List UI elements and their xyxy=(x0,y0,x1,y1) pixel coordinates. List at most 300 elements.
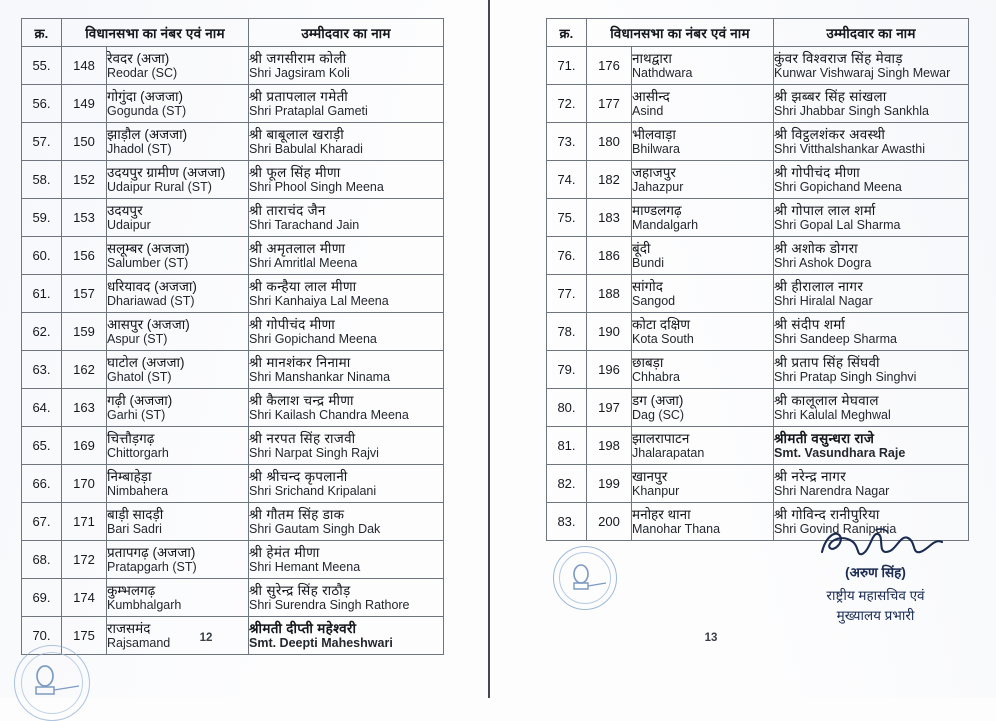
cell-serial-number xyxy=(22,123,62,161)
constituency-name-english: Garhi (ST) xyxy=(107,408,166,422)
constituency-number-text: 153 xyxy=(73,210,95,225)
cell-constituency-name xyxy=(632,47,774,85)
cell-candidate-name xyxy=(249,237,444,275)
candidate-name-english: Shri Gopichand Meena xyxy=(774,180,902,194)
constituency-name-hindi: खानपुर xyxy=(632,468,668,484)
candidate-name-english: Shri Srichand Kripalani xyxy=(249,484,377,498)
signatory-name: (अरुण सिंह) xyxy=(845,565,906,580)
candidate-name-hindi: श्री गोविन्द रानीपुरिया xyxy=(774,506,880,522)
constituency-number-text: 197 xyxy=(598,400,620,415)
cell-serial-number xyxy=(547,275,587,313)
candidate-name-hindi: कुंवर विश्वराज सिंह मेवाड़ xyxy=(774,50,903,66)
cell-constituency-number xyxy=(587,503,632,541)
serial-number-text: 62. xyxy=(32,324,51,339)
cell-constituency-name xyxy=(107,85,249,123)
constituency-name-hindi: घाटोल (अजजा) xyxy=(107,354,185,370)
table-row xyxy=(547,161,969,199)
serial-number-text: 72. xyxy=(557,96,576,111)
cell-constituency-number xyxy=(587,85,632,123)
cell-serial-number xyxy=(547,85,587,123)
candidate-table-right xyxy=(546,18,969,541)
cell-serial-number xyxy=(22,313,62,351)
table-row xyxy=(547,427,969,465)
handwritten-signature xyxy=(816,526,946,564)
constituency-name-hindi: नाथद्वारा xyxy=(632,50,672,66)
constituency-name-english: Bari Sadri xyxy=(107,522,162,536)
candidate-name-english: Shri Kalulal Meghwal xyxy=(774,408,891,422)
constituency-name-hindi: उदयपुर xyxy=(107,202,143,218)
cell-serial-number xyxy=(547,427,587,465)
cell-serial-number xyxy=(22,47,62,85)
constituency-number-text: 175 xyxy=(73,628,95,643)
table-row xyxy=(547,313,969,351)
signature-block xyxy=(768,530,983,625)
constituency-name-hindi: चित्तौड़गढ़ xyxy=(107,430,155,446)
candidate-name-english: Shri Hemant Meena xyxy=(249,560,361,574)
constituency-name-hindi: उदयपुर ग्रामीण (अजजा) xyxy=(107,164,226,180)
table-row xyxy=(547,351,969,389)
constituency-name-english: Chhabra xyxy=(632,370,680,384)
cell-serial-number xyxy=(22,465,62,503)
cell-candidate-name xyxy=(249,579,444,617)
candidate-name-hindi: श्री झब्बर सिंह सांखला xyxy=(774,88,887,104)
header-row xyxy=(22,19,444,47)
serial-number-text: 55. xyxy=(32,58,51,73)
cell-constituency-name xyxy=(632,123,774,161)
cell-candidate-name xyxy=(774,389,969,427)
cell-constituency-name xyxy=(107,313,249,351)
candidate-name-english: Shri Surendra Singh Rathore xyxy=(249,598,410,612)
cell-constituency-number xyxy=(62,275,107,313)
candidate-name-hindi: श्री हेमंत मीणा xyxy=(249,544,320,560)
constituency-name-hindi: गढ़ी (अजजा) xyxy=(107,392,173,408)
constituency-name-hindi: माण्डलगढ़ xyxy=(632,202,682,218)
cell-constituency-name xyxy=(107,579,249,617)
table-row xyxy=(22,579,444,617)
candidate-name-hindi: श्री ताराचंद जैन xyxy=(249,202,326,218)
constituency-name-hindi: जहाजपुर xyxy=(632,164,676,180)
table-row xyxy=(22,427,444,465)
constituency-name-english: Khanpur xyxy=(632,484,680,498)
signatory-title-line1: राष्ट्रीय महासचिव एवं xyxy=(826,588,925,603)
candidate-name-hindi: श्रीमती वसुन्धरा राजे xyxy=(774,430,875,446)
cell-constituency-number xyxy=(587,389,632,427)
candidate-name-english: Shri Amritlal Meena xyxy=(249,256,358,270)
candidate-name-english: Shri Kailash Chandra Meena xyxy=(249,408,409,422)
constituency-name-hindi: झाड़ौल (अजजा) xyxy=(107,126,188,142)
constituency-name-english: Mandalgarh xyxy=(632,218,699,232)
cell-serial-number xyxy=(22,503,62,541)
cell-serial-number xyxy=(547,123,587,161)
serial-number-text: 70. xyxy=(32,628,51,643)
cell-constituency-number xyxy=(62,123,107,161)
constituency-name-hindi: भीलवाड़ा xyxy=(632,126,676,142)
constituency-number-text: 163 xyxy=(73,400,95,415)
constituency-name-english: Bhilwara xyxy=(632,142,680,156)
constituency-number-text: 198 xyxy=(598,438,620,453)
table-row xyxy=(22,313,444,351)
cell-constituency-name xyxy=(107,351,249,389)
cell-constituency-name xyxy=(632,389,774,427)
candidate-name-hindi: श्री फूल सिंह मीणा xyxy=(249,164,341,180)
constituency-name-hindi: छाबड़ा xyxy=(632,354,664,370)
cell-serial-number xyxy=(547,313,587,351)
header-candidate: उम्मीदवार का नाम xyxy=(774,19,969,47)
table-row xyxy=(547,199,969,237)
cell-serial-number xyxy=(22,85,62,123)
cell-constituency-number xyxy=(62,465,107,503)
table-row xyxy=(547,275,969,313)
cell-constituency-name xyxy=(107,503,249,541)
constituency-number-text: 182 xyxy=(598,172,620,187)
candidate-name-english: Shri Gopichand Meena xyxy=(249,332,377,346)
cell-constituency-name xyxy=(107,427,249,465)
constituency-number-text: 199 xyxy=(598,476,620,491)
constituency-name-hindi: झालरापाटन xyxy=(632,430,690,446)
cell-candidate-name xyxy=(249,85,444,123)
table-row xyxy=(547,465,969,503)
table-row xyxy=(22,275,444,313)
cell-constituency-name xyxy=(632,503,774,541)
table-row xyxy=(22,389,444,427)
constituency-number-text: 150 xyxy=(73,134,95,149)
constituency-name-english: Salumber (ST) xyxy=(107,256,189,270)
cell-constituency-number xyxy=(587,351,632,389)
table-row xyxy=(22,85,444,123)
constituency-number-text: 171 xyxy=(73,514,95,529)
cell-serial-number xyxy=(22,427,62,465)
cell-constituency-number xyxy=(587,199,632,237)
candidate-name-hindi: श्री कन्हैया लाल मीणा xyxy=(249,278,357,294)
cell-candidate-name xyxy=(249,351,444,389)
cell-constituency-name xyxy=(632,161,774,199)
cell-constituency-name xyxy=(107,47,249,85)
cell-constituency-name xyxy=(632,313,774,351)
candidate-name-hindi: श्री नरपत सिंह राजवी xyxy=(249,430,356,446)
cell-candidate-name xyxy=(249,161,444,199)
constituency-name-english: Asind xyxy=(632,104,664,118)
cell-serial-number xyxy=(22,389,62,427)
candidate-name-english: Shri Hiralal Nagar xyxy=(774,294,873,308)
constituency-name-english: Kumbhalgarh xyxy=(107,598,182,612)
header-constituency: विधानसभा का नंबर एवं नाम xyxy=(62,19,249,47)
cell-serial-number xyxy=(22,541,62,579)
header-serial: क्र. xyxy=(22,19,62,47)
header-serial: क्र. xyxy=(547,19,587,47)
serial-number-text: 76. xyxy=(557,248,576,263)
cell-serial-number xyxy=(547,351,587,389)
cell-serial-number xyxy=(547,47,587,85)
constituency-number-text: 176 xyxy=(598,58,620,73)
cell-serial-number xyxy=(547,199,587,237)
constituency-name-english: Nimbahera xyxy=(107,484,169,498)
constituency-name-english: Sangod xyxy=(632,294,676,308)
candidate-name-english: Shri Jhabbar Singh Sankhla xyxy=(774,104,929,118)
cell-serial-number xyxy=(547,161,587,199)
constituency-name-english: Gogunda (ST) xyxy=(107,104,187,118)
constituency-name-english: Jahazpur xyxy=(632,180,684,194)
candidate-name-hindi: श्रीमती दीप्ती महेश्वरी xyxy=(249,620,357,636)
serial-number-text: 78. xyxy=(557,324,576,339)
candidate-name-hindi: श्री कालूलाल मेघवाल xyxy=(774,392,879,408)
candidate-name-english: Shri Vitthalshankar Awasthi xyxy=(774,142,926,156)
table-row xyxy=(22,503,444,541)
candidate-name-english: Shri Prataplal Gameti xyxy=(249,104,368,118)
constituency-number-text: 152 xyxy=(73,172,95,187)
constituency-name-hindi: रेवदर (अजा) xyxy=(107,50,170,66)
candidate-name-english: Smt. Vasundhara Raje xyxy=(774,446,906,460)
cell-constituency-number xyxy=(587,275,632,313)
cell-candidate-name xyxy=(249,427,444,465)
cell-serial-number xyxy=(22,351,62,389)
constituency-name-hindi: कोटा दक्षिण xyxy=(632,316,691,332)
cell-constituency-number xyxy=(62,237,107,275)
constituency-name-english: Udaipur Rural (ST) xyxy=(107,180,212,194)
candidate-name-hindi: श्री गोपीचंद मीणा xyxy=(249,316,336,332)
serial-number-text: 71. xyxy=(557,58,576,73)
signatory-title-line2: मुख्यालय प्रभारी xyxy=(836,607,915,623)
right-table-wrapper xyxy=(546,18,968,541)
cell-constituency-number xyxy=(62,503,107,541)
constituency-number-text: 149 xyxy=(73,96,95,111)
serial-number-text: 57. xyxy=(32,134,51,149)
cell-constituency-number xyxy=(62,161,107,199)
serial-number-text: 75. xyxy=(557,210,576,225)
constituency-name-english: Rajsamand xyxy=(107,636,171,650)
cell-serial-number xyxy=(547,503,587,541)
constituency-number-text: 170 xyxy=(73,476,95,491)
party-seal-stamp xyxy=(553,546,617,610)
table-header-right xyxy=(547,19,969,47)
constituency-name-hindi: डग (अजा) xyxy=(632,392,684,408)
serial-number-text: 79. xyxy=(557,362,576,377)
page-number-left: 12 xyxy=(199,632,213,644)
cell-constituency-number xyxy=(587,123,632,161)
constituency-number-text: 190 xyxy=(598,324,620,339)
constituency-name-hindi: सांगोद xyxy=(632,278,663,294)
serial-number-text: 81. xyxy=(557,438,576,453)
serial-number-text: 66. xyxy=(32,476,51,491)
constituency-name-english: Ghatol (ST) xyxy=(107,370,172,384)
cell-constituency-number xyxy=(62,427,107,465)
cell-constituency-name xyxy=(632,465,774,503)
serial-number-text: 67. xyxy=(32,514,51,529)
cell-constituency-number xyxy=(62,199,107,237)
constituency-number-text: 157 xyxy=(73,286,95,301)
candidate-name-english: Shri Gopal Lal Sharma xyxy=(774,218,901,232)
cell-constituency-number xyxy=(587,465,632,503)
candidate-name-english: Shri Kanhaiya Lal Meena xyxy=(249,294,389,308)
constituency-name-english: Jhadol (ST) xyxy=(107,142,172,156)
serial-number-text: 56. xyxy=(32,96,51,111)
serial-number-text: 58. xyxy=(32,172,51,187)
constituency-number-text: 188 xyxy=(598,286,620,301)
cell-constituency-number xyxy=(62,85,107,123)
constituency-name-english: Reodar (SC) xyxy=(107,66,178,80)
candidate-name-english: Shri Phool Singh Meena xyxy=(249,180,384,194)
serial-number-text: 64. xyxy=(32,400,51,415)
signatory-title xyxy=(768,586,983,625)
table-row xyxy=(22,237,444,275)
candidate-name-hindi: श्री सुरेन्द्र सिंह राठौड़ xyxy=(249,582,351,598)
candidate-name-hindi: श्री मानशंकर निनामा xyxy=(249,354,351,370)
constituency-name-hindi: सलूम्बर (अजजा) xyxy=(107,240,190,256)
constituency-number-text: 156 xyxy=(73,248,95,263)
candidate-name-hindi: श्री बाबूलाल खराड़ी xyxy=(249,126,345,142)
cell-constituency-name xyxy=(632,85,774,123)
candidate-name-hindi: श्री श्रीचन्द कृपलानी xyxy=(249,468,348,484)
constituency-number-text: 174 xyxy=(73,590,95,605)
candidate-name-hindi: श्री कैलाश चन्द्र मीणा xyxy=(249,392,354,408)
table-row xyxy=(547,123,969,161)
page-number-right: 13 xyxy=(704,632,718,644)
header-constituency: विधानसभा का नंबर एवं नाम xyxy=(587,19,774,47)
serial-number-text: 69. xyxy=(32,590,51,605)
cell-constituency-name xyxy=(107,237,249,275)
cell-candidate-name xyxy=(774,351,969,389)
cell-candidate-name xyxy=(249,313,444,351)
cell-constituency-name xyxy=(632,351,774,389)
cell-candidate-name xyxy=(774,85,969,123)
candidate-name-english: Shri Narpat Singh Rajvi xyxy=(249,446,379,460)
candidate-name-hindi: श्री संदीप शर्मा xyxy=(774,316,846,332)
table-body-left xyxy=(22,47,444,655)
constituency-name-english: Udaipur xyxy=(107,218,151,232)
candidate-name-english: Shri Gautam Singh Dak xyxy=(249,522,381,536)
cell-constituency-name xyxy=(632,237,774,275)
table-row xyxy=(22,541,444,579)
constituency-name-hindi: धरियावद (अजजा) xyxy=(107,278,197,294)
candidate-name-english: Smt. Deepti Maheshwari xyxy=(249,636,393,650)
constituency-name-hindi: गोगुंदा (अजजा) xyxy=(107,88,183,104)
serial-number-text: 80. xyxy=(557,400,576,415)
cell-constituency-name xyxy=(107,199,249,237)
cell-constituency-name xyxy=(107,275,249,313)
table-row xyxy=(22,199,444,237)
cell-constituency-name xyxy=(632,199,774,237)
cell-constituency-number xyxy=(62,47,107,85)
table-row xyxy=(547,47,969,85)
cell-serial-number xyxy=(22,199,62,237)
candidate-name-english: Shri Babulal Kharadi xyxy=(249,142,363,156)
candidate-name-hindi: श्री अशोक डोगरा xyxy=(774,240,858,256)
cell-candidate-name xyxy=(249,47,444,85)
table-row xyxy=(547,85,969,123)
constituency-name-english: Nathdwara xyxy=(632,66,693,80)
cell-constituency-name xyxy=(107,389,249,427)
cell-candidate-name xyxy=(249,503,444,541)
candidate-name-english: Shri Manshankar Ninama xyxy=(249,370,391,384)
table-row xyxy=(22,351,444,389)
cell-constituency-number xyxy=(62,389,107,427)
serial-number-text: 65. xyxy=(32,438,51,453)
serial-number-text: 61. xyxy=(32,286,51,301)
cell-serial-number xyxy=(547,389,587,427)
cell-candidate-name xyxy=(249,275,444,313)
constituency-name-english: Aspur (ST) xyxy=(107,332,168,346)
cell-constituency-number xyxy=(62,541,107,579)
candidate-name-english: Shri Ashok Dogra xyxy=(774,256,872,270)
constituency-number-text: 177 xyxy=(598,96,620,111)
seal-emblem-icon xyxy=(554,547,616,609)
cell-candidate-name xyxy=(774,161,969,199)
candidate-name-hindi: श्री विट्ठलशंकर अवस्थी xyxy=(774,126,886,142)
candidate-name-english: Shri Pratap Singh Singhvi xyxy=(774,370,917,384)
cell-candidate-name xyxy=(774,427,969,465)
table-body-right xyxy=(547,47,969,541)
constituency-number-text: 183 xyxy=(598,210,620,225)
constituency-name-english: Pratapgarh (ST) xyxy=(107,560,197,574)
table-row xyxy=(22,123,444,161)
serial-number-text: 74. xyxy=(557,172,576,187)
constituency-number-text: 159 xyxy=(73,324,95,339)
constituency-number-text: 200 xyxy=(598,514,620,529)
candidate-name-hindi: श्री गोपीचंद मीणा xyxy=(774,164,861,180)
cell-candidate-name xyxy=(774,123,969,161)
cell-serial-number xyxy=(22,161,62,199)
cell-constituency-number xyxy=(587,237,632,275)
cell-constituency-name xyxy=(107,541,249,579)
candidate-name-english: Kunwar Vishwaraj Singh Mewar xyxy=(774,66,951,80)
serial-number-text: 60. xyxy=(32,248,51,263)
candidate-name-hindi: श्री हीरालाल नागर xyxy=(774,278,864,294)
cell-constituency-name xyxy=(107,465,249,503)
constituency-number-text: 169 xyxy=(73,438,95,453)
cell-candidate-name xyxy=(774,199,969,237)
cell-serial-number xyxy=(22,579,62,617)
left-table-wrapper xyxy=(21,18,443,655)
cell-candidate-name xyxy=(249,199,444,237)
constituency-name-english: Dhariawad (ST) xyxy=(107,294,195,308)
constituency-name-hindi: कुम्भलगढ़ xyxy=(107,582,156,598)
cell-constituency-number xyxy=(587,313,632,351)
header-row xyxy=(547,19,969,47)
constituency-name-hindi: बूंदी xyxy=(632,240,651,256)
constituency-name-english: Kota South xyxy=(632,332,694,346)
serial-number-text: 59. xyxy=(32,210,51,225)
cell-candidate-name xyxy=(249,389,444,427)
constituency-number-text: 148 xyxy=(73,58,95,73)
candidate-name-hindi: श्री नरेन्द्र नागर xyxy=(774,468,847,484)
cell-serial-number xyxy=(547,465,587,503)
cell-candidate-name xyxy=(249,123,444,161)
candidate-table-left xyxy=(21,18,444,655)
cell-candidate-name xyxy=(774,465,969,503)
candidate-name-english: Shri Jagsiram Koli xyxy=(249,66,350,80)
table-header-left xyxy=(22,19,444,47)
constituency-name-hindi: निम्बाहेड़ा xyxy=(107,468,152,484)
candidate-name-hindi: श्री जगसीराम कोली xyxy=(249,50,347,66)
cell-constituency-name xyxy=(107,161,249,199)
table-row xyxy=(547,237,969,275)
serial-number-text: 82. xyxy=(557,476,576,491)
cell-candidate-name xyxy=(774,275,969,313)
candidate-name-hindi: श्री प्रताप सिंह सिंघवी xyxy=(774,354,880,370)
constituency-name-hindi: प्रतापगढ़ (अजजा) xyxy=(107,544,196,560)
cell-candidate-name xyxy=(249,541,444,579)
cell-constituency-number xyxy=(587,427,632,465)
cell-constituency-number xyxy=(587,47,632,85)
table-row xyxy=(22,465,444,503)
corner-seal-stamp xyxy=(14,645,90,721)
left-page xyxy=(0,0,488,698)
cell-serial-number xyxy=(22,275,62,313)
cell-candidate-name xyxy=(249,465,444,503)
constituency-name-hindi: राजसमंद xyxy=(107,620,151,636)
constituency-name-hindi: बाड़ी सादड़ी xyxy=(107,506,164,522)
serial-number-text: 77. xyxy=(557,286,576,301)
candidate-name-hindi: श्री गौतम सिंह डाक xyxy=(249,506,345,522)
